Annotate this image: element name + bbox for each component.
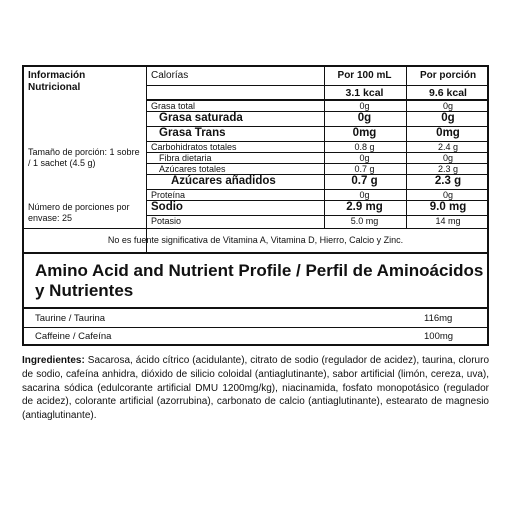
nutrition-header: Información Nutricional [28,70,86,93]
row-name: Sodio [151,201,183,213]
row-name: Carbohidratos totales [151,142,237,152]
row-value-portion: 0g [441,112,455,124]
table-row [147,175,489,190]
row-name: Azúcares totales [159,164,226,174]
kcal-100: 3.1 kcal [345,87,384,99]
table-row [147,101,489,112]
row-value-portion: 14 mg [435,216,461,226]
table-row [147,112,489,127]
row-value-100: 2.9 mg [346,201,383,213]
divider [24,327,487,328]
amino-acid-profile-box [22,254,489,346]
row-name: Proteína [151,190,186,200]
portion-size-label: Tamaño de porción: 1 sobre / 1 sachet (4.5 g) [28,147,140,168]
amino-item-amount: 116mg [424,313,453,324]
row-name: Grasa Trans [159,127,226,139]
table-row [147,190,489,201]
per100-header: Por 100 mL [337,70,392,81]
row-name: Potasio [151,216,182,226]
ingredients-paragraph [22,354,489,423]
row-name: Fibra dietaria [159,153,212,163]
table-row [147,127,489,142]
table-row [147,201,489,216]
row-value-portion: 0g [442,101,453,111]
row-value-100: 0g [357,112,372,124]
table-row [147,164,489,175]
divider [24,307,487,309]
row-value-100: 0mg [352,127,377,139]
calories-row [147,86,489,101]
perportion-header: Por porción [419,70,477,81]
table-left-column [24,67,147,252]
amino-item-name: Caffeine / Cafeína [35,331,112,342]
column-divider [406,67,407,228]
row-value-100: 0.7 g [354,164,375,174]
table-row [147,216,489,228]
row-value-portion: 2.3 g [437,164,459,174]
row-value-100: 0.7 g [351,175,378,187]
header-row [147,67,489,86]
row-value-portion: 0g [442,190,453,200]
amino-title: Amino Acid and Nutrient Profile / Perfil de Aminoácidos y Nutrientes [35,261,484,300]
row-value-portion: 0mg [436,127,460,139]
table-row [147,142,489,153]
row-value-100: 5.0 mg [350,216,379,226]
row-name: Grasa total [151,101,196,111]
ingredients-text: Sacarosa, ácido cítrico (acidulante), citrato de sodio (regulador de acidez), taurina, cloruro de sodio, cafeína anhidra, dióxido de silicio coloidal (antiaglutinante), sabor artificial (limón, cereza, uva), sacarina sódica (edulcorante artificial DMU 1200mg/kg), niacinamida, fosfato monopotásico (regulador de acidez), colorante artificial (azorrubina), carbonato de calcio (antiaglutinante), estearato de magnesio (antiaglutinante). [22,355,490,422]
row-value-100: 0g [359,153,370,163]
column-divider [324,67,325,228]
row-value-100: 0g [359,101,370,111]
vitamin-note: No es fuente significativa de Vitamina A, Vitamina D, Hierro, Calcio y Zinc. [24,228,487,252]
kcal-portion: 9.6 kcal [429,87,467,99]
table-row [147,153,489,164]
row-name: Azúcares añadidos [171,175,276,187]
ingredients-label: Ingredientes: [22,355,85,366]
row-value-100: 0g [359,190,370,200]
row-value-portion: 9.0 mg [429,201,467,213]
calorias-header: Calorías [151,70,189,81]
row-value-portion: 2.3 g [434,175,462,187]
row-value-100: 0.8 g [354,142,375,152]
servings-label: Número de porciones por envase: 25 [28,202,130,223]
row-name: Grasa saturada [159,112,243,124]
row-value-portion: 0g [442,153,453,163]
nutrition-facts-table [22,65,489,254]
row-value-portion: 2.4 g [437,142,459,152]
amino-item-name: Taurine / Taurina [35,313,106,324]
amino-item-amount: 100mg [424,331,454,342]
